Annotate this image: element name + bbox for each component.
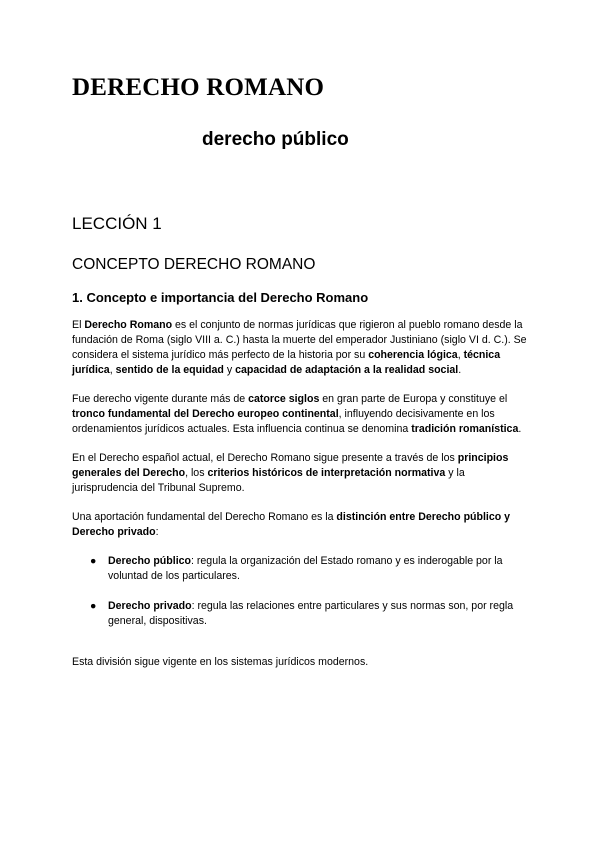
p1-bold-1: Derecho Romano [84, 319, 173, 331]
document-subtitle: derecho público [202, 129, 349, 150]
bullet-icon: ● [90, 555, 97, 567]
p2-text-4: . [518, 423, 522, 435]
document-title: DERECHO ROMANO [72, 74, 325, 101]
p4-text-2: : [155, 526, 159, 538]
p2-text-1: Fue derecho vigente durante más de [72, 393, 249, 405]
p1-text-1: El [72, 319, 85, 331]
bullet-label: Derecho privado [108, 600, 192, 612]
p1-bold-2: coherencia lógica [368, 349, 458, 361]
bullet-text: : regula la organización del Estado romano y es inderogable por la voluntad de los particulares. [108, 555, 503, 582]
paragraph-2 [72, 392, 532, 437]
section-heading: 1. Concepto e importancia del Derecho Romano [72, 290, 369, 305]
paragraph-1 [72, 318, 532, 378]
p1-text-4: , [109, 364, 116, 376]
p2-bold-1: catorce siglos [248, 393, 320, 405]
p1-bold-4: sentido de la equidad [115, 364, 224, 376]
document-body [72, 318, 532, 684]
p1-bold-5: capacidad de adaptación a la realidad social [235, 364, 459, 376]
p3-text-2: , los [185, 467, 208, 479]
list-item [72, 554, 532, 584]
p2-text-3: , influyendo decisivamente en los ordenamientos jurídicos actuales. Esta influencia continua se denomina [72, 408, 495, 435]
p1-text-5: y [223, 364, 236, 376]
p4-text-1: Una aportación fundamental del Derecho Romano es la [72, 511, 337, 523]
list-item [72, 599, 532, 629]
bullet-icon: ● [90, 600, 97, 612]
p1-text-6: . [458, 364, 462, 376]
p3-bold-2: criterios históricos de interpretación normativa [207, 467, 446, 479]
p1-text-3: , [457, 349, 464, 361]
concept-heading: CONCEPTO DERECHO ROMANO [72, 256, 316, 273]
p1-text-2: es el conjunto de normas jurídicas que rigieron al pueblo romano desde la fundación de Roma (siglo VIII a. C.) hasta la muerte del emperador Justiniano (siglo VI d. C.). Se considera el sistema jurídico más perfecto de la historia por su [72, 319, 527, 361]
p2-bold-2: tronco fundamental del Derecho europeo continental [72, 408, 339, 420]
bullet-label: Derecho público [108, 555, 191, 567]
bullet-list [72, 554, 532, 629]
p3-text-3: y la jurisprudencia del Tribunal Supremo. [72, 467, 465, 494]
p3-bold-1: principios generales del Derecho [72, 452, 509, 479]
closing-paragraph: Esta división sigue vigente en los sistemas jurídicos modernos. [72, 656, 369, 668]
p3-text-1: En el Derecho español actual, el Derecho Romano sigue presente a través de los [72, 452, 458, 464]
p2-bold-3: tradición romanística [411, 423, 519, 435]
p1-bold-3: técnica jurídica [72, 349, 501, 376]
paragraph-4 [72, 510, 532, 540]
p2-text-2: en gran parte de Europa y constituye el [319, 393, 508, 405]
lesson-heading: LECCIÓN 1 [72, 214, 162, 233]
paragraph-3 [72, 451, 532, 496]
bullet-text: : regula las relaciones entre particulares y sus normas son, por regla general, dispositivas. [108, 600, 514, 627]
p4-bold-1: distinción entre Derecho público y Derecho privado [72, 511, 511, 538]
